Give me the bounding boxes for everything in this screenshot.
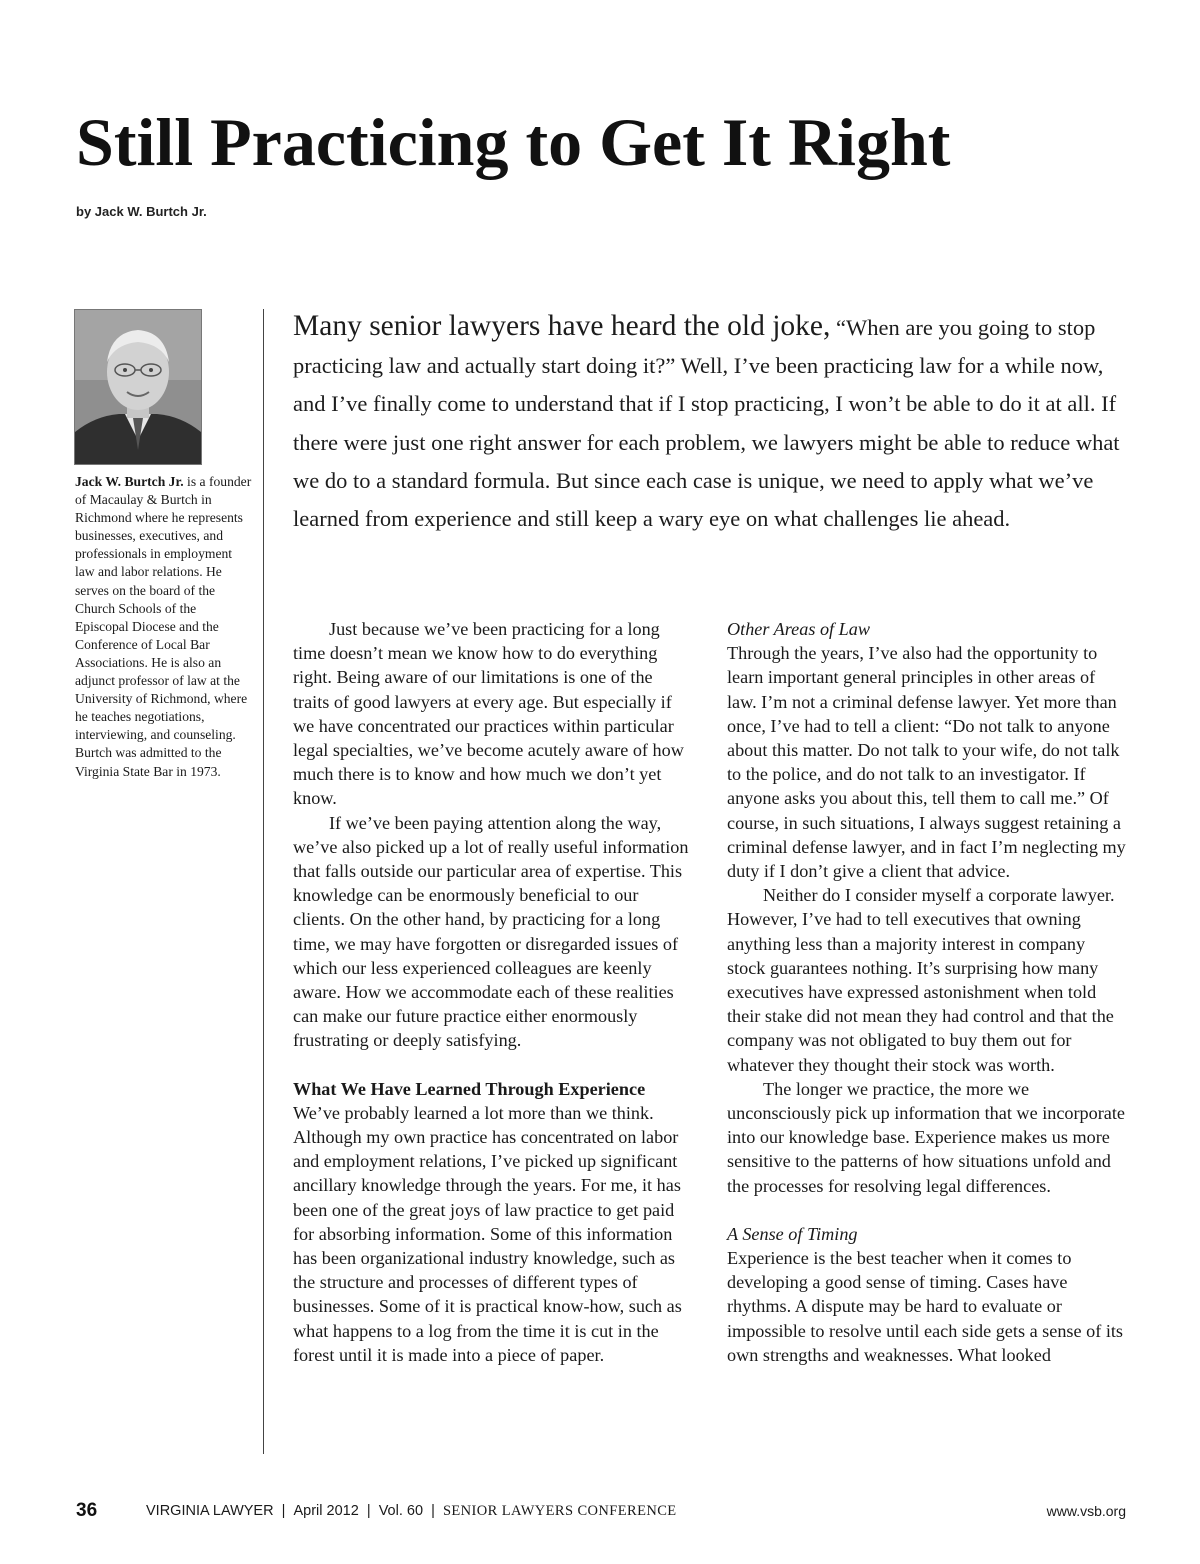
issue-date: April 2012 xyxy=(293,1503,359,1519)
website-link[interactable]: www.vsb.org xyxy=(1046,1503,1126,1519)
body-paragraph: Experience is the best teacher when it comes to developing a good sense of timing. Cases have rhythms. A dispute may be hard to evaluate or impossible to resolve until each side gets a sense of its own strengths and weaknesses. What looked xyxy=(727,1248,1124,1365)
lede-text: “When are you going to stop practicing law and actually start doing it?” Well, I’ve been practicing law for a while now, and I’ve finally come to understand that if I stop practicing, I won’t be able to do it at all. If there were just one right answer for each problem, we lawyers might be able to reduce what we do to a standard formula. But since each case is unique, we need to apply what we’ve learned from experience and still keep a wary eye on what challenges lie ahead. xyxy=(293,315,1120,532)
volume: Vol. 60 xyxy=(378,1503,424,1519)
body-paragraph: The longer we practice, the more we unconsciously pick up information that we incorporate into our knowledge base. Experience makes us more sensitive to the patterns of how situations unfold and the processes for resolving legal differences. xyxy=(727,1078,1126,1196)
publication-name: VIRGINIA LAWYER xyxy=(146,1503,274,1519)
author-portrait-illustration xyxy=(75,310,201,464)
body-paragraph: Just because we’ve been practicing for a long time doesn’t mean we know how to do everything right. Being aware of our limitations is one of the traits of good lawyers at every age. But especially if we have concentrated our practices within particular legal specialties, we’ve become acutely aware of how much there is to know and how much we don’t yet know. xyxy=(293,619,684,809)
footer-separator: | xyxy=(366,1503,371,1519)
body-paragraph: If we’ve been paying attention along the way, we’ve also picked up a lot of really useful information that falls outside our particular area of expertise. This knowledge can be enormously beneficial to our clients. On the other hand, by practicing for a long time, we may have forgotten or disregarded issues of which our less experienced colleagues are keenly aware. How we accommodate each of these realities can make our future practice either enormously frustrating or deeply satisfying. xyxy=(293,812,689,1051)
section-heading: A Sense of Timing xyxy=(727,1223,858,1244)
body-column-right xyxy=(727,617,1127,1367)
section-name: SENIOR LAWYERS CONFERENCE xyxy=(442,1503,677,1519)
footer-masthead xyxy=(146,1503,677,1520)
author-bio xyxy=(75,473,253,781)
body-paragraph: We’ve probably learned a lot more than we think. Although my own practice has concentrated on labor and employment relations, I’ve picked up significant ancillary knowledge through the years. For me, it has been one of the great joys of law practice to get paid for absorbing information. Some of this information has been organizational industry knowledge, such as the structure and processes of different types of businesses. Some of it is practical know-how, such as what happens to a log from the time it is cut in the forest until it is made into a piece of paper. xyxy=(293,1102,682,1365)
body-paragraph: Neither do I consider myself a corporate lawyer. However, I’ve had to tell executives that owning anything less than a majority interest in company stock guarantees nothing. It’s surprising how many executives have expressed astonishment when told their stake did not mean they had control and that the company was not obligated to buy them out for whatever they thought their stock was worth. xyxy=(727,885,1115,1075)
footer-separator: | xyxy=(431,1503,435,1519)
body-paragraph: Through the years, I’ve also had the opportunity to learn important general principles in other areas of law. I’m not a criminal defense lawyer. Yet more than once, I’ve had to tell a client: “Do not talk to anyone about this matter. Do not talk to your wife, do not talk to the police, and do not talk to an investigator. If anyone asks you about this, tell them to call me.” Of course, in such situations, I always suggest retaining a criminal defense lawyer, and in fact I’m neglecting my duty if I don’t give a client that advice. xyxy=(727,643,1126,882)
footer-separator: | xyxy=(281,1503,286,1519)
lede-lead-in: Many senior lawyers have heard the old joke, xyxy=(293,310,831,342)
author-name: Jack W. Burtch Jr. xyxy=(75,474,184,489)
article-title: Still Practicing to Get It Right xyxy=(76,104,951,180)
body-column-left xyxy=(293,617,693,1367)
page-footer xyxy=(76,1500,1126,1524)
article-byline: by Jack W. Burtch Jr. xyxy=(76,204,207,219)
section-heading: What We Have Learned Through Experience xyxy=(293,1078,646,1099)
column-divider xyxy=(263,309,264,1454)
section-heading: Other Areas of Law xyxy=(727,619,870,639)
lede-paragraph xyxy=(293,307,1123,538)
page-number: 36 xyxy=(76,1500,98,1521)
author-bio-text: is a founder of Macaulay & Burtch in Richmond where he represents businesses, executives, and professionals in employment law and labor relations. He serves on the board of the Church Schools of the Episcopal Diocese and the Conference of Local Bar Associations. He is also an adjunct professor of law at the University of Richmond, where he teaches negotiations, interviewing, and counseling. Burtch was admitted to the Virginia State Bar in 1973. xyxy=(75,474,252,779)
author-photo xyxy=(74,309,202,465)
